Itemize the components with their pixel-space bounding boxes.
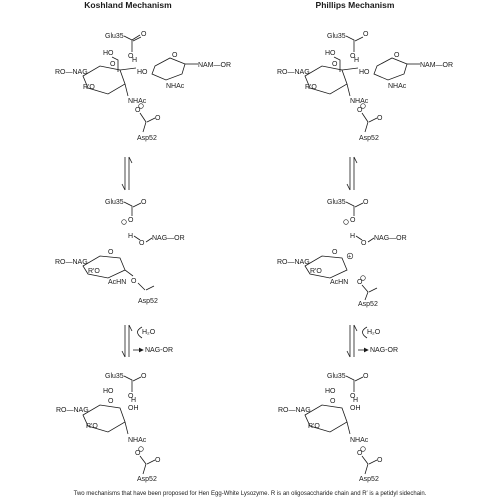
svg-text:OH: OH <box>350 405 361 412</box>
svg-text:RO—NAG: RO—NAG <box>277 69 310 76</box>
koshland-column <box>55 31 231 483</box>
svg-text:O: O <box>141 31 147 38</box>
svg-text:HO: HO <box>325 388 336 395</box>
svg-text:O: O <box>357 107 363 114</box>
phillips-stage-3 <box>278 373 383 483</box>
svg-text:O: O <box>350 217 356 224</box>
svg-text:O: O <box>155 457 161 464</box>
title-phillips: Phillips Mechanism <box>315 0 395 10</box>
svg-text:AcHN: AcHN <box>330 279 349 286</box>
ro-nag-label: RO—NAG <box>55 69 88 76</box>
svg-text:NHAc: NHAc <box>350 437 369 444</box>
svg-text:Glu35: Glu35 <box>105 199 124 206</box>
koshland-equilibrium-arrow-2 <box>122 325 173 357</box>
svg-text:Asp52: Asp52 <box>359 476 379 483</box>
glu35-label: Glu35 <box>105 33 124 40</box>
svg-text:H: H <box>128 233 134 240</box>
phillips-equilibrium-arrow-2 <box>347 325 398 357</box>
svg-text:O: O <box>108 398 114 405</box>
svg-text:O: O <box>394 52 400 59</box>
svg-text:NAG-OR: NAG-OR <box>370 347 398 354</box>
svg-text:RO—NAG: RO—NAG <box>277 259 310 266</box>
svg-text:H: H <box>353 397 359 404</box>
svg-text:H: H <box>132 57 138 64</box>
svg-text:O: O <box>128 53 134 60</box>
svg-text:HO: HO <box>103 388 114 395</box>
koshland-stage-3 <box>56 373 161 483</box>
phillips-column <box>277 31 453 483</box>
svg-text:O: O <box>135 107 141 114</box>
svg-text:O: O <box>131 278 137 285</box>
svg-text:O: O <box>128 393 134 400</box>
svg-text:NAG—OR: NAG—OR <box>374 235 407 242</box>
svg-text:Glu35: Glu35 <box>327 373 346 380</box>
svg-text:O: O <box>377 457 383 464</box>
svg-text:RO—NAG: RO—NAG <box>56 407 89 414</box>
svg-text:Asp52: Asp52 <box>137 476 157 483</box>
svg-text:R′O: R′O <box>83 84 95 91</box>
svg-text:HO: HO <box>359 69 370 76</box>
koshland-stage-1 <box>55 31 231 142</box>
svg-text:NHAc: NHAc <box>128 437 147 444</box>
phillips-equilibrium-arrow-1 <box>347 157 357 190</box>
svg-text:AcHN: AcHN <box>108 279 127 286</box>
svg-text:R′O: R′O <box>88 268 100 275</box>
svg-text:H: H <box>350 233 356 240</box>
svg-text:O: O <box>363 373 369 380</box>
svg-text:Asp52: Asp52 <box>138 298 158 305</box>
phillips-stage-1 <box>277 31 453 142</box>
svg-text:O: O <box>363 199 369 206</box>
svg-text:O: O <box>141 199 147 206</box>
svg-text:O: O <box>172 52 178 59</box>
svg-text:Asp52: Asp52 <box>359 135 379 142</box>
nam-or-label: NAM—OR <box>198 62 232 69</box>
svg-text:Asp52: Asp52 <box>358 301 378 308</box>
svg-text:NHAc: NHAc <box>388 83 407 90</box>
svg-text:O: O <box>357 450 363 457</box>
svg-text:O: O <box>139 240 145 247</box>
svg-text:RO—NAG: RO—NAG <box>55 259 88 266</box>
title-koshland: Koshland Mechanism <box>84 0 172 10</box>
svg-text:NHAc: NHAc <box>350 98 369 105</box>
svg-text:O: O <box>108 249 114 256</box>
svg-text:+: + <box>348 254 352 260</box>
svg-text:HO: HO <box>103 50 114 57</box>
asp52-label: Asp52 <box>137 135 157 142</box>
svg-text:R′O: R′O <box>308 423 320 430</box>
svg-text:NHAc: NHAc <box>128 98 147 105</box>
svg-text:OH: OH <box>128 405 139 412</box>
svg-text:O: O <box>332 61 338 68</box>
svg-text:O: O <box>128 217 134 224</box>
koshland-equilibrium-arrow-1 <box>122 157 132 190</box>
svg-text:NHAc: NHAc <box>166 83 185 90</box>
svg-text:O: O <box>357 279 363 286</box>
svg-text:R′O: R′O <box>310 268 322 275</box>
svg-text:HO: HO <box>325 50 336 57</box>
phillips-stage-2 <box>277 199 407 308</box>
figure-caption: Two mechanisms that have been proposed for Hen Egg-White Lysozyme. R is an oligosaccharide chain and R′ is a petidyl sidechain. <box>73 491 427 497</box>
svg-text:NAG—OR: NAG—OR <box>152 235 185 242</box>
svg-text:O: O <box>377 115 383 122</box>
svg-text:R′O: R′O <box>305 84 317 91</box>
svg-text:H: H <box>131 397 137 404</box>
svg-text:O: O <box>135 450 141 457</box>
svg-text:H₂O: H₂O <box>142 329 156 336</box>
svg-text:Glu35: Glu35 <box>327 199 346 206</box>
svg-text:R′O: R′O <box>86 423 98 430</box>
svg-text:O: O <box>110 61 116 68</box>
koshland-stage-2 <box>55 199 185 305</box>
svg-text:RO—NAG: RO—NAG <box>278 407 311 414</box>
svg-text:H₂O: H₂O <box>367 329 381 336</box>
svg-text:Glu35: Glu35 <box>327 33 346 40</box>
svg-text:O: O <box>363 31 369 38</box>
svg-text:NAM—OR: NAM—OR <box>420 62 454 69</box>
svg-text:O: O <box>330 398 336 405</box>
svg-text:O: O <box>155 115 161 122</box>
svg-text:O: O <box>332 249 338 256</box>
svg-text:H: H <box>354 57 360 64</box>
svg-text:O: O <box>350 393 356 400</box>
svg-text:O: O <box>141 373 147 380</box>
svg-text:O: O <box>361 240 367 247</box>
svg-text:Glu35: Glu35 <box>105 373 124 380</box>
svg-text:O: O <box>350 53 356 60</box>
svg-text:NAG-OR: NAG-OR <box>145 347 173 354</box>
svg-text:HO: HO <box>137 69 148 76</box>
